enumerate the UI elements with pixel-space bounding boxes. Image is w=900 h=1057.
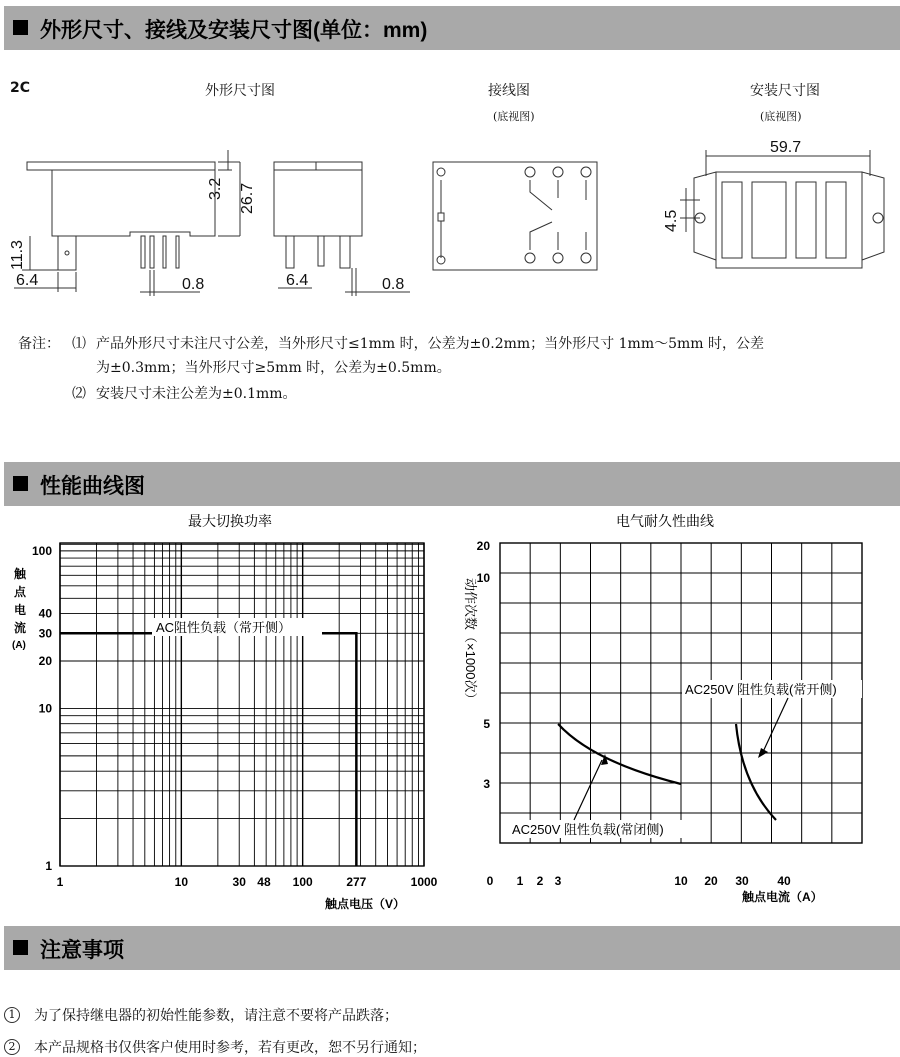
section-title: 性能曲线图 xyxy=(40,475,145,498)
x-tick-label: 277 xyxy=(346,875,367,889)
y-axis-label: 动作次数（×1000次） xyxy=(463,578,478,706)
precaution-item: 本产品规格书仅供客户使用时参考，若有更改，恕不另行通知； xyxy=(34,1040,426,1056)
x-tick-label: 30 xyxy=(735,874,749,888)
section-header-curves xyxy=(4,462,900,506)
section-title: 注意事项 xyxy=(40,939,124,962)
y-axis-label-char: 点 xyxy=(14,585,27,599)
annotation-arrow xyxy=(762,698,788,754)
series-line-nc xyxy=(558,724,681,784)
square-bullet-icon xyxy=(13,20,28,35)
dim-label: 59.7 xyxy=(770,140,802,156)
x-tick-label: 20 xyxy=(704,874,718,888)
dim-label: 6.4 xyxy=(286,272,309,289)
y-axis-label-char: 电 xyxy=(14,603,27,617)
y-axis-label xyxy=(12,566,27,651)
annotation-label: AC阻性负载（常开侧） xyxy=(156,620,292,635)
section-header-precautions xyxy=(4,926,900,970)
x-axis-label: 触点电流（A） xyxy=(742,890,823,904)
wiring-subtitle: (底视图) xyxy=(493,110,535,123)
model-label: 2C xyxy=(10,80,31,96)
dim-label: 11.3 xyxy=(9,240,26,270)
chart-grid xyxy=(60,543,424,866)
x-tick-label: 3 xyxy=(554,874,562,888)
outline-title: 外形尺寸图 xyxy=(205,83,275,99)
series-line xyxy=(60,633,356,866)
dim-label: 6.4 xyxy=(16,272,39,289)
electrical-endurance-chart xyxy=(450,508,900,918)
y-tick-label: 5 xyxy=(483,717,490,731)
x-axis-label: 触点电压（V） xyxy=(325,897,406,911)
x-tick-label: 1 xyxy=(516,874,524,888)
note-number: ⑵ xyxy=(72,386,86,402)
section-header-dimensions xyxy=(4,6,900,50)
y-tick-label: 10 xyxy=(38,701,52,716)
mount-title: 安装尺寸图 xyxy=(750,83,820,99)
tick-labels xyxy=(32,544,438,889)
mounting-diagram xyxy=(680,150,884,268)
note-text: 产品外形尺寸未注尺寸公差，当外形尺寸≤1mm 时，公差为±0.2mm；当外形尺寸 1mm～5mm 时，公差 xyxy=(96,336,764,352)
series-label-nc: AC250V 阻性负载(常闭侧) xyxy=(512,822,664,837)
x-tick-label: 10 xyxy=(674,874,688,888)
x-tick-label: 2 xyxy=(536,874,544,888)
x-tick-label: 40 xyxy=(777,874,791,888)
dim-label: 3.2 xyxy=(207,177,224,200)
chart-title: 最大切换功率 xyxy=(188,513,272,529)
x-tick-label: 10 xyxy=(174,875,189,889)
chart-title: 电气耐久性曲线 xyxy=(616,513,714,529)
x-tick-label: 1 xyxy=(56,875,64,889)
dim-label: 4.5 xyxy=(663,209,680,232)
y-tick-label: 20 xyxy=(38,654,52,669)
x-tick-label: 1000 xyxy=(410,875,438,889)
x-tick-label: 100 xyxy=(292,875,313,889)
notes-prefix: 备注： xyxy=(18,336,60,352)
series-label-no: AC250V 阻性负载(常开侧) xyxy=(685,682,837,697)
precaution-item: 为了保持继电器的初始性能参数，请注意不要将产品跌落； xyxy=(34,1008,398,1024)
dim-label: 0.8 xyxy=(382,276,405,293)
x-tick-label: 48 xyxy=(257,875,271,889)
y-tick-label: 40 xyxy=(38,606,52,621)
dim-label: 0.8 xyxy=(182,276,205,293)
relay-side-view xyxy=(14,150,240,296)
y-axis-unit: (A) xyxy=(12,640,26,651)
list-number: 1 xyxy=(4,1007,20,1023)
square-bullet-icon xyxy=(13,940,28,955)
note-text: 为±0.3mm；当外形尺寸≥5mm 时，公差为±0.5mm。 xyxy=(96,360,451,376)
wiring-diagram xyxy=(433,162,597,270)
note-text: 安装尺寸未注公差为±0.1mm。 xyxy=(96,386,297,402)
dim-label: 26.7 xyxy=(239,182,256,214)
y-axis-label-char: 流 xyxy=(14,621,27,635)
y-tick-label: 1 xyxy=(45,859,52,873)
list-number: 2 xyxy=(4,1039,20,1055)
y-tick-label: 10 xyxy=(476,571,490,585)
y-tick-label: 30 xyxy=(38,626,52,641)
y-tick-label: 100 xyxy=(31,543,52,558)
series-line-no xyxy=(736,724,776,820)
mount-subtitle: (底视图) xyxy=(760,110,802,123)
x-tick-label: 0 xyxy=(486,874,494,888)
y-tick-label: 20 xyxy=(476,539,490,553)
note-number: ⑴ xyxy=(72,336,86,352)
y-tick-label: 3 xyxy=(483,777,490,791)
square-bullet-icon xyxy=(13,476,28,491)
x-tick-label: 30 xyxy=(232,875,246,889)
plot-frame xyxy=(60,543,424,866)
annotation-arrow xyxy=(574,760,602,820)
wiring-title: 接线图 xyxy=(488,83,530,99)
max-switching-power-chart xyxy=(0,508,450,918)
y-axis-label-char: 触 xyxy=(14,567,27,581)
section-title: 外形尺寸、接线及安装尺寸图(单位：mm) xyxy=(40,19,428,42)
dimension-drawings xyxy=(0,140,900,300)
